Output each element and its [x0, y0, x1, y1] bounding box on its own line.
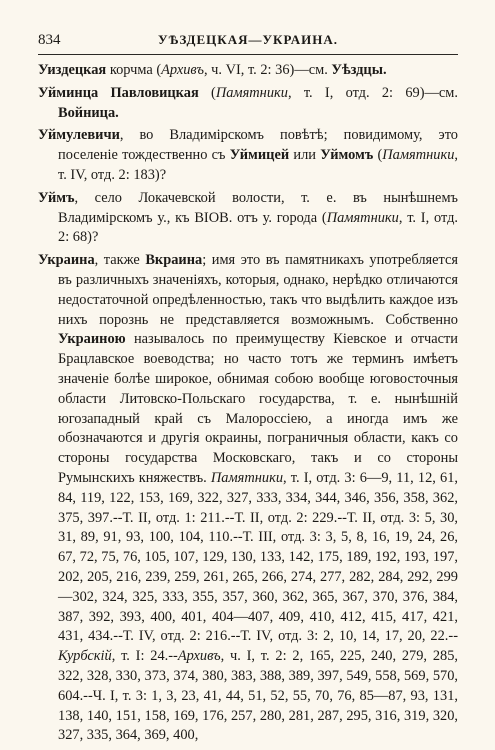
entry-references: , т. I: 24.--: [111, 648, 178, 665]
entry-text: , т. I, отд. 2: 69)—см.: [287, 84, 458, 101]
entry-text: , ч. VI, т. 2: 36)—см.: [203, 62, 332, 78]
entry-source: Архивъ: [177, 648, 221, 665]
entry-headword: Уйминца Павловицкая: [38, 84, 199, 101]
page-number: 834: [38, 32, 61, 48]
entry-uiminca: [38, 84, 458, 124]
entry-text: корчма (: [106, 62, 162, 78]
entry-uizdetskaya: [38, 61, 458, 81]
entry-text: (: [198, 84, 216, 101]
entry-uimulevichi: [38, 126, 458, 185]
entry-cross-reference: Уймомъ: [320, 147, 374, 164]
entry-cross-reference: Уймицей: [229, 147, 290, 164]
entry-headword: Украина: [38, 252, 95, 269]
entry-source: Курбскій: [58, 648, 112, 665]
entry-source: Памятники: [326, 209, 399, 226]
entry-text: называлось по преимуществу Кіевское и отчасти Брацлавское воеводства; но часто тотъ же терминъ имѣетъ значеніе болѣе широкое, обнимая собою вообще юговосточныя области Литовско-Польскаго государства, т. е. нынѣшній югозападный край съ Малороссіею, а иногда имъ же обозначаются и другія окраины, пограничныя области, какъ со стороны государства Московскаго, такъ и со стороны Румынскихъ княжествъ.: [58, 331, 458, 486]
entry-emphasis: Украиною: [58, 331, 126, 348]
entry-headword: Уймъ: [38, 189, 75, 206]
entry-source: Памятники: [215, 84, 288, 101]
entry-headword: Уймулевичи: [38, 127, 120, 144]
entry-source: Памятники: [382, 147, 455, 164]
entry-source: Памятники: [210, 469, 284, 486]
book-page: [38, 30, 459, 744]
entry-source: Архивъ: [161, 62, 204, 78]
dictionary-entries: [38, 61, 458, 746]
entry-text: , также: [94, 252, 146, 269]
entry-text: , т. I, отд. 2: 68)?: [58, 209, 458, 246]
entry-variant: Вкраина: [145, 252, 203, 269]
entry-text: или: [289, 147, 321, 164]
entry-text: , во Владимірскомъ повѣтѣ; повидимому, это поселеніе тождественно съ: [58, 127, 458, 164]
running-head: УѢЗДЕЦКАЯ—УКРАИНА.: [158, 32, 338, 47]
entry-headword: Уиздецкая: [38, 62, 107, 78]
page-header: [38, 30, 458, 55]
entry-ukraina: [38, 251, 458, 746]
entry-references: , ч. I, т. 2: 2, 165, 225, 240, 279, 285, 322, 328, 330, 373, 374, 380, 383, 388, 389, 397, 549, 558, 569, 570, 604.--Ч. I, т. 3: 1, 3, 23, 41, 44, 51, 52, 55, 70, 76, 85—87, 93, 131, 138, 140, 151, 158, 169, 176, 257, 280, 281, 287, 295, 316, 319, 320, 327, 335, 364, 369, 400,: [58, 648, 458, 744]
entry-text: , село Локачевской волости, т. е. въ нынѣшнемъ Владимірскомъ у., къ ВІОВ. отъ у. города (: [58, 189, 458, 226]
entry-uim: [38, 189, 458, 248]
entry-text: , т. IV, отд. 2: 183)?: [58, 147, 459, 183]
entry-references: , т. I, отд. 3: 6—9, 11, 12, 61, 84, 119, 122, 153, 169, 322, 327, 333, 334, 344, 346, 356, 358, 362, 375, 397.--Т. II, отд. 1: 211.--Т. II, отд. 2: 229.--Т. II, отд. 3: 5, 30, 31, 89, 91, 93, 100, 104, 110.--Т. III, отд. 3: 3, 5, 8, 16, 19, 24, 26, 67, 72, 75, 76, 105, 107, 129, 130, 133, 142, 175, 189, 192, 193, 197, 202, 205, 216, 239, 259, 261, 265, 266, 274, 277, 282, 284, 292, 299—302, 324, 325, 333, 355, 357, 360, 362, 365, 367, 370, 376, 384, 387, 392, 393, 400, 401, 404—407, 409, 410, 412, 415, 417, 421, 431, 434.--Т. IV, отд. 2: 216.--Т. IV, отд. 3: 2, 10, 14, 17, 20, 22.--: [58, 469, 458, 645]
entry-cross-reference: Войница.: [58, 104, 119, 121]
entry-text: ; имя это въ памятникахъ употребляется въ различныхъ значеніяхъ, которыя, однако, нерѣдко отличаются недостаточной опредѣленностью, такъ что выдѣлить каждое изъ нихъ порознь не представляется возможнымъ. Собственно: [58, 252, 459, 328]
entry-text: (: [373, 147, 383, 164]
entry-cross-reference: Уѣздцы.: [331, 62, 387, 78]
